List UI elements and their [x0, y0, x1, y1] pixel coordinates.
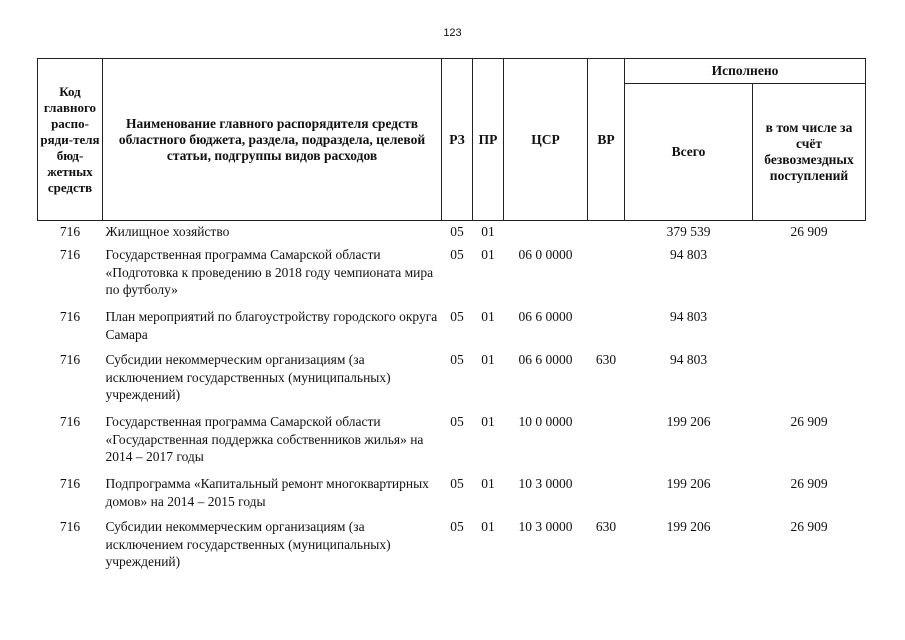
cell-code: 716	[59, 414, 81, 429]
table-header	[38, 59, 866, 221]
cell-pr: 01	[481, 224, 495, 239]
cell-code: 716	[59, 352, 81, 367]
table-body	[38, 221, 866, 579]
cell-rz: 05	[450, 352, 464, 367]
cell-total: 199 206	[666, 519, 711, 534]
cell-free	[753, 349, 866, 411]
cell-vr	[588, 244, 625, 306]
header-executed: Исполнено	[625, 59, 866, 84]
cell-csr: 10 3 0000	[518, 476, 573, 491]
cell-code: 716	[59, 247, 81, 262]
cell-pr: 01	[481, 519, 495, 534]
header-csr: ЦСР	[504, 59, 588, 221]
cell-name: Субсидии некоммерческим организациям (за исключением государственных (муниципальных) учреждений)	[105, 519, 391, 569]
cell-csr: 06 6 0000	[518, 309, 573, 324]
table-row	[38, 349, 866, 411]
header-vr: ВР	[588, 59, 625, 221]
cell-name: Субсидии некоммерческим организациям (за исключением государственных (муниципальных) учреждений)	[105, 352, 391, 402]
cell-vr	[588, 473, 625, 516]
cell-csr: 10 0 0000	[518, 414, 573, 429]
page-number: 123	[443, 27, 462, 39]
cell-free: 26 909	[790, 224, 828, 239]
cell-csr	[504, 221, 588, 245]
table-row	[38, 306, 866, 349]
cell-total: 94 803	[669, 309, 708, 324]
cell-pr: 01	[481, 247, 495, 262]
header-pr: ПР	[473, 59, 504, 221]
cell-csr: 06 6 0000	[518, 352, 573, 367]
header-free: в том числе за счёт безвозмездных поступлений	[753, 84, 866, 221]
cell-rz: 05	[450, 224, 464, 239]
cell-csr: 10 3 0000	[518, 519, 573, 534]
cell-vr	[588, 221, 625, 245]
table-row	[38, 221, 866, 245]
cell-code: 716	[59, 519, 81, 534]
cell-csr: 06 0 0000	[518, 247, 573, 262]
cell-rz: 05	[450, 309, 464, 324]
cell-name: Подпрограмма «Капитальный ремонт многоквартирных домов» на 2014 – 2015 годы	[105, 476, 429, 509]
cell-vr	[588, 306, 625, 349]
cell-name: Жилищное хозяйство	[105, 224, 230, 239]
cell-free	[753, 306, 866, 349]
cell-vr	[588, 411, 625, 473]
cell-total: 94 803	[669, 247, 708, 262]
cell-rz: 05	[450, 247, 464, 262]
cell-free: 26 909	[790, 414, 828, 429]
header-code: Код главного распо-ряди-теля бюд-жетных средств	[38, 59, 103, 221]
cell-total: 379 539	[666, 224, 711, 239]
cell-name: План мероприятий по благоустройству городского округа Самара	[105, 309, 438, 342]
cell-rz: 05	[450, 414, 464, 429]
cell-vr: 630	[595, 352, 617, 367]
cell-code: 716	[59, 476, 81, 491]
table-row	[38, 244, 866, 306]
cell-pr: 01	[481, 352, 495, 367]
cell-free: 26 909	[790, 476, 828, 491]
cell-code: 716	[59, 224, 81, 239]
header-rz: РЗ	[442, 59, 473, 221]
cell-name: Государственная программа Самарской области «Государственная поддержка собственников жилья» на 2014 – 2017 годы	[105, 414, 424, 464]
cell-free	[753, 244, 866, 306]
cell-total: 199 206	[666, 476, 711, 491]
header-name: Наименование главного распорядителя средств областного бюджета, раздела, подраздела, целевой статьи, подгруппы видов расходов	[103, 59, 442, 221]
cell-total: 94 803	[669, 352, 708, 367]
cell-vr: 630	[595, 519, 617, 534]
cell-rz: 05	[450, 476, 464, 491]
cell-pr: 01	[481, 476, 495, 491]
cell-name: Государственная программа Самарской области «Подготовка к проведению в 2018 году чемпионата мира по футболу»	[105, 247, 434, 297]
table-row	[38, 516, 866, 578]
cell-free: 26 909	[790, 519, 828, 534]
table-row	[38, 411, 866, 473]
cell-pr: 01	[481, 309, 495, 324]
cell-code: 716	[59, 309, 81, 324]
table-row	[38, 473, 866, 516]
budget-table	[37, 58, 866, 578]
header-total: Всего	[625, 84, 753, 221]
cell-total: 199 206	[666, 414, 711, 429]
cell-rz: 05	[450, 519, 464, 534]
cell-pr: 01	[481, 414, 495, 429]
